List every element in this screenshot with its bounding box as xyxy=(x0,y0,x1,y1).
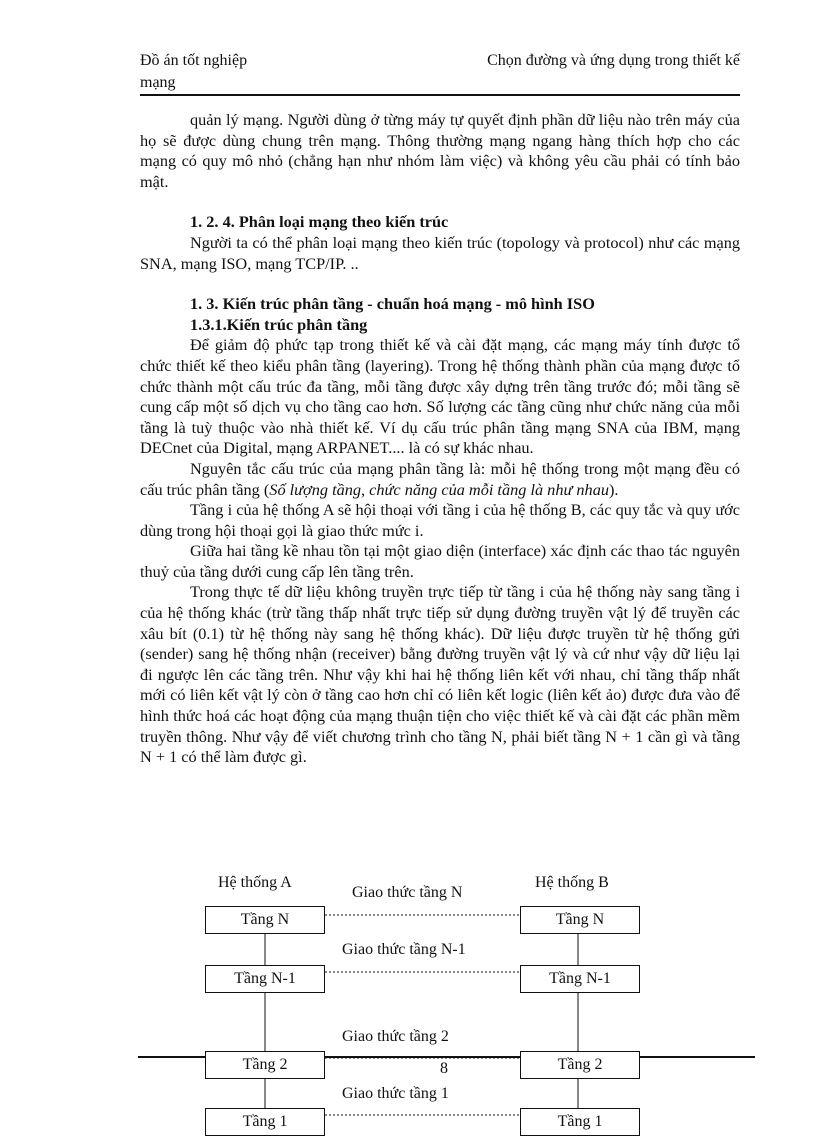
system-b-label: Hệ thống B xyxy=(535,874,609,891)
document-body xyxy=(140,110,740,768)
protocol-n-label: Giao thức tầng N xyxy=(352,884,463,901)
paragraph-layering-principle: Nguyên tắc cấu trúc của mạng phân tầng là: mỗi hệ thống trong một mạng đều có cấu trúc phân tầng (Số lượng tầng, chức năng của mỗi tầng là như nhau). xyxy=(140,458,740,499)
system-b-layer-1: Tầng 1 xyxy=(520,1108,640,1136)
system-a-layer-n: Tầng N xyxy=(205,906,325,934)
system-a-layer-n-1: Tầng N-1 xyxy=(205,965,325,993)
italic-note: Số lượng tầng, chức năng của mỗi tầng là như nhau xyxy=(269,479,609,499)
layer-diagram xyxy=(0,870,816,1130)
system-a-label: Hệ thống A xyxy=(218,874,292,891)
protocol-2-label: Giao thức tầng 2 xyxy=(342,1028,449,1045)
heading-1-3: 1. 3. Kiến trúc phân tầng - chuẩn hoá mạng - mô hình ISO xyxy=(190,294,595,314)
system-b-layer-n: Tầng N xyxy=(520,906,640,934)
paragraph-layer-dialog: Tầng i của hệ thống A sẽ hội thoại với tầng i của hệ thống B, các quy tắc và quy ước dùng trong hội thoại gọi là giao thức mức i. xyxy=(140,500,740,540)
header-right-title: Chọn đường và ứng dụng trong thiết kế xyxy=(487,52,740,69)
paragraph-peer-network: quản lý mạng. Người dùng ở từng máy tự quyết định phần dữ liệu nào trên máy của họ sẽ được dùng chung trên mạng. Thông thường mạng ngang hàng thích hợp cho các mạng có quy mô nhỏ (chẳng hạn như nhóm làm việc) và không yêu cầu phải có tính bảo mật. xyxy=(140,110,740,191)
system-b-layer-2: Tầng 2 xyxy=(520,1051,640,1079)
system-a-layer-2: Tầng 2 xyxy=(205,1051,325,1079)
header-left-title-cont: mạng xyxy=(140,74,176,91)
protocol-1-label: Giao thức tầng 1 xyxy=(342,1085,449,1102)
page-number: 8 xyxy=(440,1060,448,1077)
heading-1-3-1: 1.3.1.Kiến trúc phân tầng xyxy=(190,314,368,334)
header-left-title: Đồ án tốt nghiệp xyxy=(140,52,248,69)
system-a-layer-1: Tầng 1 xyxy=(205,1108,325,1136)
paragraph-data-transfer: Trong thực tế dữ liệu không truyền trực tiếp từ tầng i của hệ thống này sang tầng i của hệ thống khác (trừ tầng thấp nhất trực tiếp sử dụng đường truyền vật lý để truyền các xâu bít (0.1) từ hệ thống này sang hệ thống khác). Dữ liệu được truyền từ hệ thống gửi (sender) sang hệ thống nhận (receiver) bằng đường truyền vật lý và cứ như vậy dữ liệu lại đi ngược lên các tầng trên. Như vậy khi hai hệ thống liên kết với nhau, chỉ tầng thấp nhất mới có liên kết vật lý còn ở tầng cao hơn chỉ có liên kết logic (liên kết ảo) được đưa vào để hình thức hoá các hoạt động của mạng thuận tiện cho việc thiết kế và cài đặt các phần mềm truyền thông. Như vậy để viết chương trình cho tầng N, phải biết tầng N + 1 cần gì và tầng N + 1 có thể làm được gì. xyxy=(140,582,740,767)
heading-1-2-4: 1. 2. 4. Phân loại mạng theo kiến trúc xyxy=(190,212,449,232)
paragraph-architecture-classification: Người ta có thể phân loại mạng theo kiến trúc (topology và protocol) như các mạng SNA, mạng ISO, mạng TCP/IP. .. xyxy=(140,232,740,273)
paragraph-interface: Giữa hai tầng kề nhau tồn tại một giao diện (interface) xác định các thao tác nguyên thuỷ của tầng dưới cung cấp lên tầng trên. xyxy=(140,541,740,581)
protocol-n-1-label: Giao thức tầng N-1 xyxy=(342,941,466,958)
system-b-layer-n-1: Tầng N-1 xyxy=(520,965,640,993)
page-header xyxy=(140,50,740,96)
paragraph-layering: Để giảm độ phức tạp trong thiết kế và cài đặt mạng, các mạng máy tính được tổ chức thiết kế theo kiểu phân tầng (layering). Trong hệ thống thành phần của mạng được tổ chức thành một cấu trúc đa tầng, mỗi tầng được xây dựng trên tầng trước đó; mỗi tầng sẽ cung cấp một số dịch vụ cho tầng cao hơn. Số lượng các tầng cũng như chức năng của mỗi tầng là tuỳ thuộc vào nhà thiết kế. Ví dụ cấu trúc phân tầng mạng SNA của IBM, mạng DECnet của Digital, mạng ARPANET.... là có sự khác nhau. xyxy=(140,335,740,458)
